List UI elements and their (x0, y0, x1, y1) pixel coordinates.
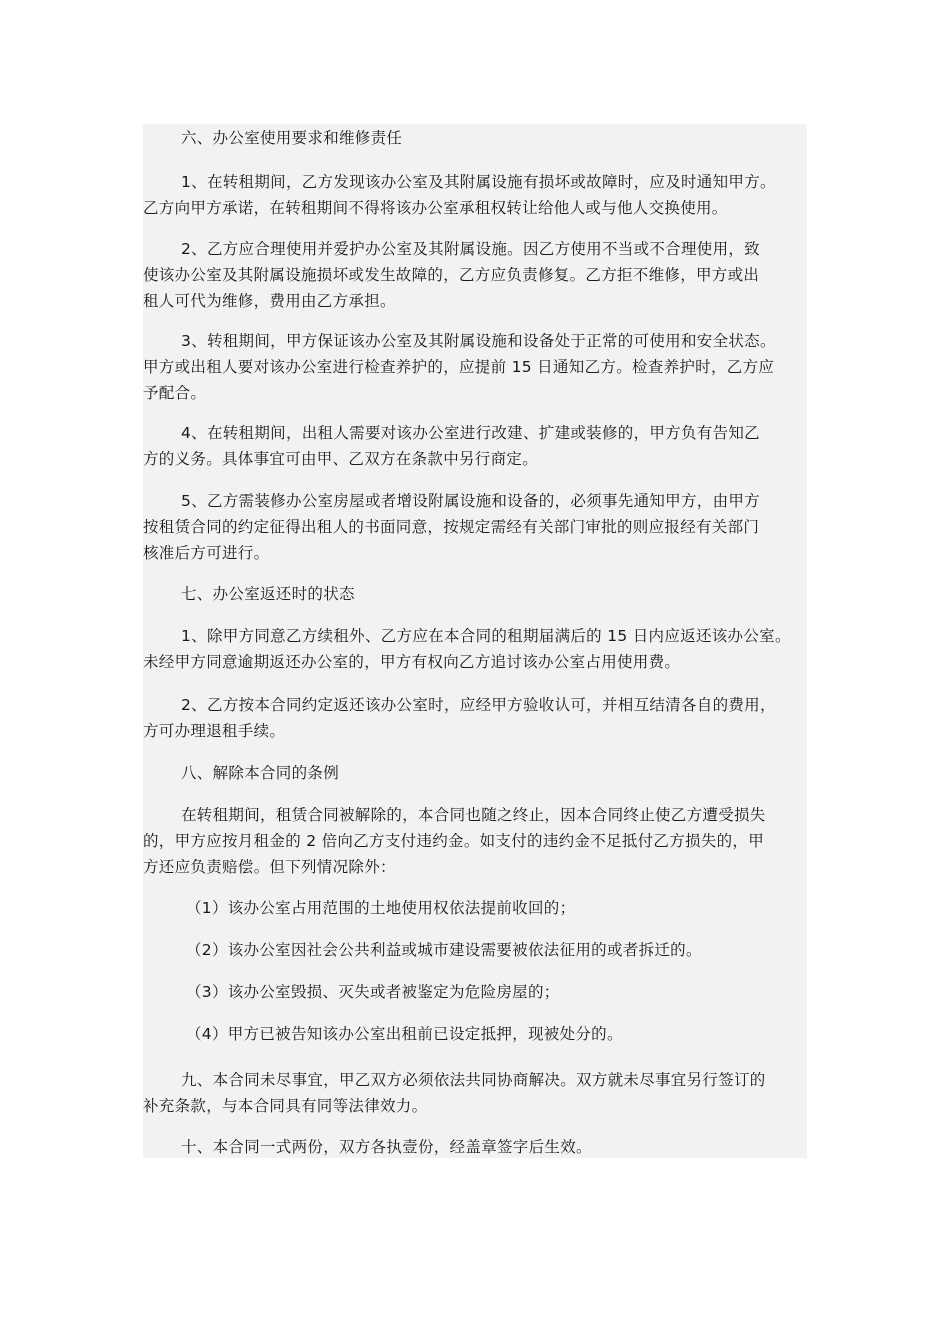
section-9-line-2: 补充条款，与本合同具有同等法律效力。 (143, 1097, 428, 1115)
section-6-clause-2-line-3: 租人可代为维修，费用由乙方承担。 (143, 292, 396, 310)
section-6-clause-5-line-1: 5、乙方需装修办公室房屋或者增设附属设施和设备的，必须事先通知甲方，由甲方 (181, 492, 760, 510)
section-8-heading: 八、解除本合同的条例 (181, 764, 340, 782)
section-8-intro-line-2: 的，甲方应按月租金的 2 倍向乙方支付违约金。如支付的违约金不足抵付乙方损失的，甲 (143, 832, 765, 850)
section-6-clause-2-line-1: 2、乙方应合理使用并爱护办公室及其附属设施。因乙方使用不当或不合理使用，致 (181, 240, 760, 258)
section-6-clause-3-line-3: 予配合。 (143, 384, 207, 402)
section-7-clause-2-line-1: 2、乙方按本合同约定返还该办公室时，应经甲方验收认可，并相互结清各自的费用， (181, 696, 776, 714)
section-8-exception-2: （2）该办公室因社会公共利益或城市建设需要被依法征用的或者拆迁的。 (186, 941, 702, 959)
section-6-clause-4-line-2: 方的义务。具体事宜可由甲、乙双方在条款中另行商定。 (143, 450, 539, 468)
section-9-line-1: 九、本合同未尽事宜，甲乙双方必须依法共同协商解决。双方就未尽事宜另行签订的 (181, 1071, 766, 1089)
section-7-clause-2-line-2: 方可办理退租手续。 (143, 722, 286, 740)
section-7-heading: 七、办公室返还时的状态 (181, 585, 355, 603)
section-8-intro-line-1: 在转租期间，租赁合同被解除的，本合同也随之终止，因本合同终止使乙方遭受损失 (181, 806, 766, 824)
section-6-clause-3-line-2: 甲方或出租人要对该办公室进行检查养护的，应提前 15 日通知乙方。检查养护时，乙方应 (143, 358, 775, 376)
section-6-clause-5-line-3: 核准后方可进行。 (143, 544, 270, 562)
document-body (143, 124, 807, 1158)
section-8-intro-line-3: 方还应负责赔偿。但下列情况除外： (143, 858, 396, 876)
section-7-clause-1-line-1: 1、除甲方同意乙方续租外、乙方应在本合同的租期届满后的 15 日内应返还该办公室。 (181, 627, 791, 645)
section-7-clause-1-line-2: 未经甲方同意逾期返还办公室的，甲方有权向乙方追讨该办公室占用使用费。 (143, 653, 681, 671)
section-6-clause-4-line-1: 4、在转租期间，出租人需要对该办公室进行改建、扩建或装修的，甲方负有告知乙 (181, 424, 760, 442)
section-6-clause-1-line-2: 乙方向甲方承诺，在转租期间不得将该办公室承租权转让给他人或与他人交换使用。 (143, 199, 728, 217)
section-8-exception-1: （1）该办公室占用范围的土地使用权依法提前收回的； (186, 899, 576, 917)
section-6-clause-3-line-1: 3、转租期间，甲方保证该办公室及其附属设施和设备处于正常的可使用和安全状态。 (181, 332, 776, 350)
section-6-clause-1-line-1: 1、在转租期间，乙方发现该办公室及其附属设施有损坏或故障时，应及时通知甲方。 (181, 173, 776, 191)
section-8-exception-4: （4）甲方已被告知该办公室出租前已设定抵押，现被处分的。 (186, 1025, 623, 1043)
section-6-clause-2-line-2: 使该办公室及其附属设施损坏或发生故障的，乙方应负责修复。乙方拒不维修，甲方或出 (143, 266, 760, 284)
section-6-heading: 六、办公室使用要求和维修责任 (181, 129, 403, 147)
section-8-exception-3: （3）该办公室毁损、灭失或者被鉴定为危险房屋的； (186, 983, 560, 1001)
section-10-text: 十、本合同一式两份，双方各执壹份，经盖章签字后生效。 (181, 1138, 592, 1156)
section-6-clause-5-line-2: 按租赁合同的约定征得出租人的书面同意，按规定需经有关部门审批的则应报经有关部门 (143, 518, 760, 536)
